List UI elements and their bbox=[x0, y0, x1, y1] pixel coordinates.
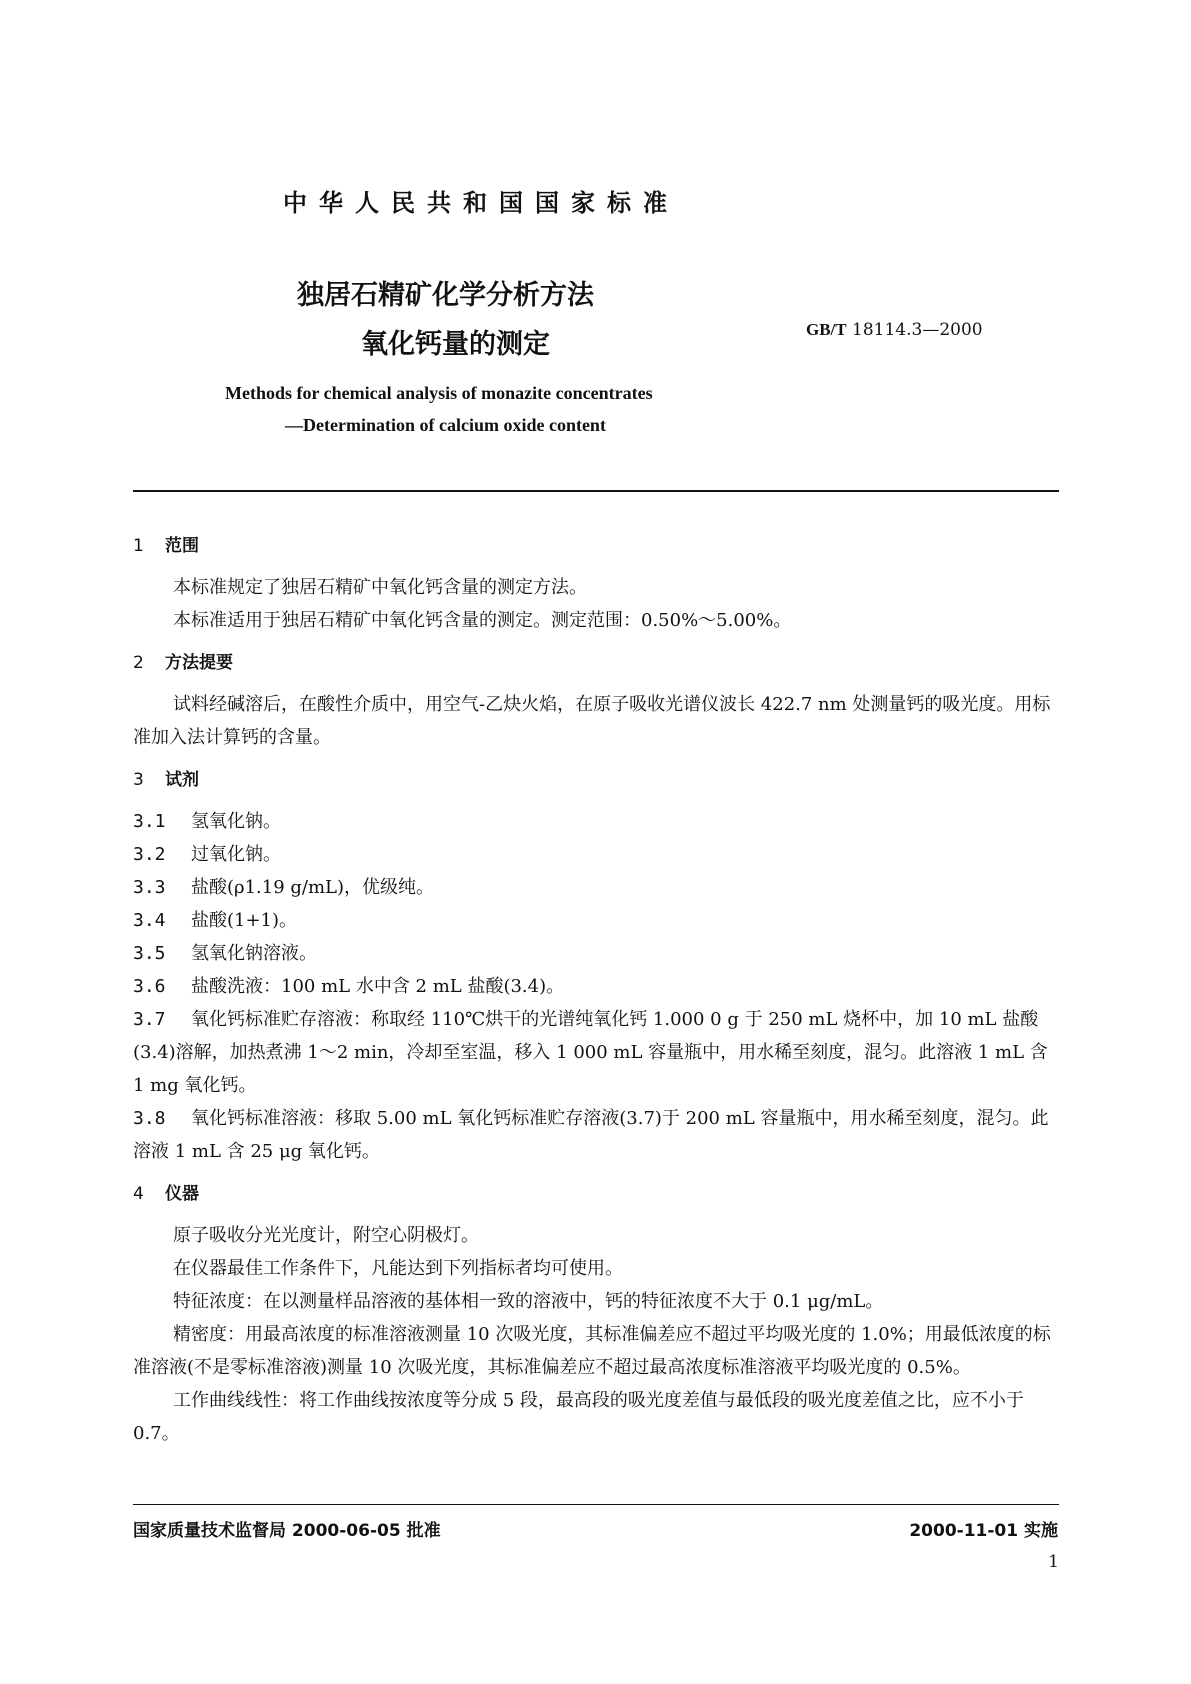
item-number: 3.3 bbox=[133, 877, 166, 898]
section-number: 1 bbox=[133, 536, 144, 556]
section-number: 2 bbox=[133, 653, 144, 673]
document-body bbox=[133, 530, 1059, 1450]
section-number: 4 bbox=[133, 1184, 144, 1204]
standard-number-value: 18114.3—2000 bbox=[852, 320, 983, 340]
list-item bbox=[133, 904, 1059, 937]
item-number: 3.5 bbox=[133, 943, 166, 964]
item-number: 3.4 bbox=[133, 910, 166, 931]
national-standard-heading: 中华人民共和国国家标准 bbox=[283, 189, 679, 217]
paragraph: 工作曲线线性：将工作曲线按浓度等分成 5 段，最高段的吸光度差值与最低段的吸光度差值之比，应不小于 0.7。 bbox=[133, 1390, 1024, 1444]
list-item bbox=[133, 871, 1059, 904]
section-title: 方法提要 bbox=[165, 653, 233, 673]
standard-number-prefix: GB/T bbox=[806, 320, 847, 339]
list-item bbox=[133, 838, 1059, 871]
section-title: 试剂 bbox=[165, 770, 199, 790]
list-item bbox=[133, 970, 1059, 1003]
item-number: 3.6 bbox=[133, 976, 166, 997]
item-number: 3.1 bbox=[133, 811, 166, 832]
english-title-line2: —Determination of calcium oxide content bbox=[285, 415, 606, 435]
paragraph: 本标准适用于独居石精矿中氧化钙含量的测定。测定范围：0.50%～5.00%。 bbox=[173, 610, 792, 631]
chinese-title-line2: 氧化钙量的测定 bbox=[361, 329, 550, 360]
section-3-heading bbox=[133, 764, 1059, 797]
paragraph: 在仪器最佳工作条件下，凡能达到下列指标者均可使用。 bbox=[173, 1258, 623, 1279]
section-title: 范围 bbox=[165, 536, 199, 556]
item-number: 3.2 bbox=[133, 844, 166, 865]
paragraph: 精密度：用最高浓度的标准溶液测量 10 次吸光度，其标准偏差应不超过平均吸光度的 1.0%；用最低浓度的标准溶液(不是零标准溶液)测量 10 次吸光度，其标准偏差应不超过最高浓度标准溶液平均吸光度的 0.5%。 bbox=[133, 1324, 1051, 1378]
paragraph: 原子吸收分光光度计，附空心阴极灯。 bbox=[173, 1225, 479, 1246]
item-text: 盐酸(1+1)。 bbox=[191, 910, 298, 931]
item-text: 盐酸(ρ1.19 g/mL)，优级纯。 bbox=[191, 877, 435, 898]
implementation-date: 2000-11-01 实施 bbox=[909, 1521, 1058, 1541]
item-text: 氢氧化钠。 bbox=[191, 811, 281, 832]
page-number: 1 bbox=[1048, 1552, 1059, 1572]
list-item bbox=[133, 937, 1059, 970]
english-title-line1: Methods for chemical analysis of monazite concentrates bbox=[225, 383, 653, 403]
paragraph: 特征浓度：在以测量样品溶液的基体相一致的溶液中，钙的特征浓度不大于 0.1 μg/mL。 bbox=[173, 1291, 884, 1312]
list-item bbox=[133, 1102, 1059, 1168]
item-text: 氧化钙标准贮存溶液：称取经 110℃烘干的光谱纯氧化钙 1.000 0 g 于 250 mL 烧杯中，加 10 mL 盐酸(3.4)溶解，加热煮沸 1～2 min，冷却至室温，移入 1 000 mL 容量瓶中，用水稀至刻度，混匀。此溶液 1 mL 含 1 mg 氧化钙。 bbox=[133, 1009, 1048, 1096]
item-number: 3.7 bbox=[133, 1009, 166, 1030]
list-item bbox=[133, 805, 1059, 838]
list-item bbox=[133, 1003, 1059, 1102]
section-1-heading bbox=[133, 530, 1059, 563]
paragraph: 试料经碱溶后，在酸性介质中，用空气-乙炔火焰，在原子吸收光谱仪波长 422.7 nm 处测量钙的吸光度。用标准加入法计算钙的含量。 bbox=[133, 694, 1051, 748]
footer-divider bbox=[133, 1504, 1059, 1505]
item-number: 3.8 bbox=[133, 1108, 166, 1129]
standard-number bbox=[806, 320, 983, 340]
section-4-heading bbox=[133, 1178, 1059, 1211]
item-text: 盐酸洗液：100 mL 水中含 2 mL 盐酸(3.4)。 bbox=[191, 976, 565, 997]
header-divider bbox=[133, 490, 1059, 492]
item-text: 过氧化钠。 bbox=[191, 844, 281, 865]
item-text: 氧化钙标准溶液：移取 5.00 mL 氧化钙标准贮存溶液(3.7)于 200 mL 容量瓶中，用水稀至刻度，混匀。此溶液 1 mL 含 25 μg 氧化钙。 bbox=[133, 1108, 1049, 1162]
section-title: 仪器 bbox=[165, 1184, 199, 1204]
paragraph: 本标准规定了独居石精矿中氧化钙含量的测定方法。 bbox=[173, 577, 587, 598]
section-number: 3 bbox=[133, 770, 144, 790]
item-text: 氢氧化钠溶液。 bbox=[191, 943, 317, 964]
chinese-title-line1: 独居石精矿化学分析方法 bbox=[297, 280, 594, 311]
section-2-heading bbox=[133, 647, 1059, 680]
approval-note: 国家质量技术监督局 2000-06-05 批准 bbox=[133, 1521, 441, 1541]
